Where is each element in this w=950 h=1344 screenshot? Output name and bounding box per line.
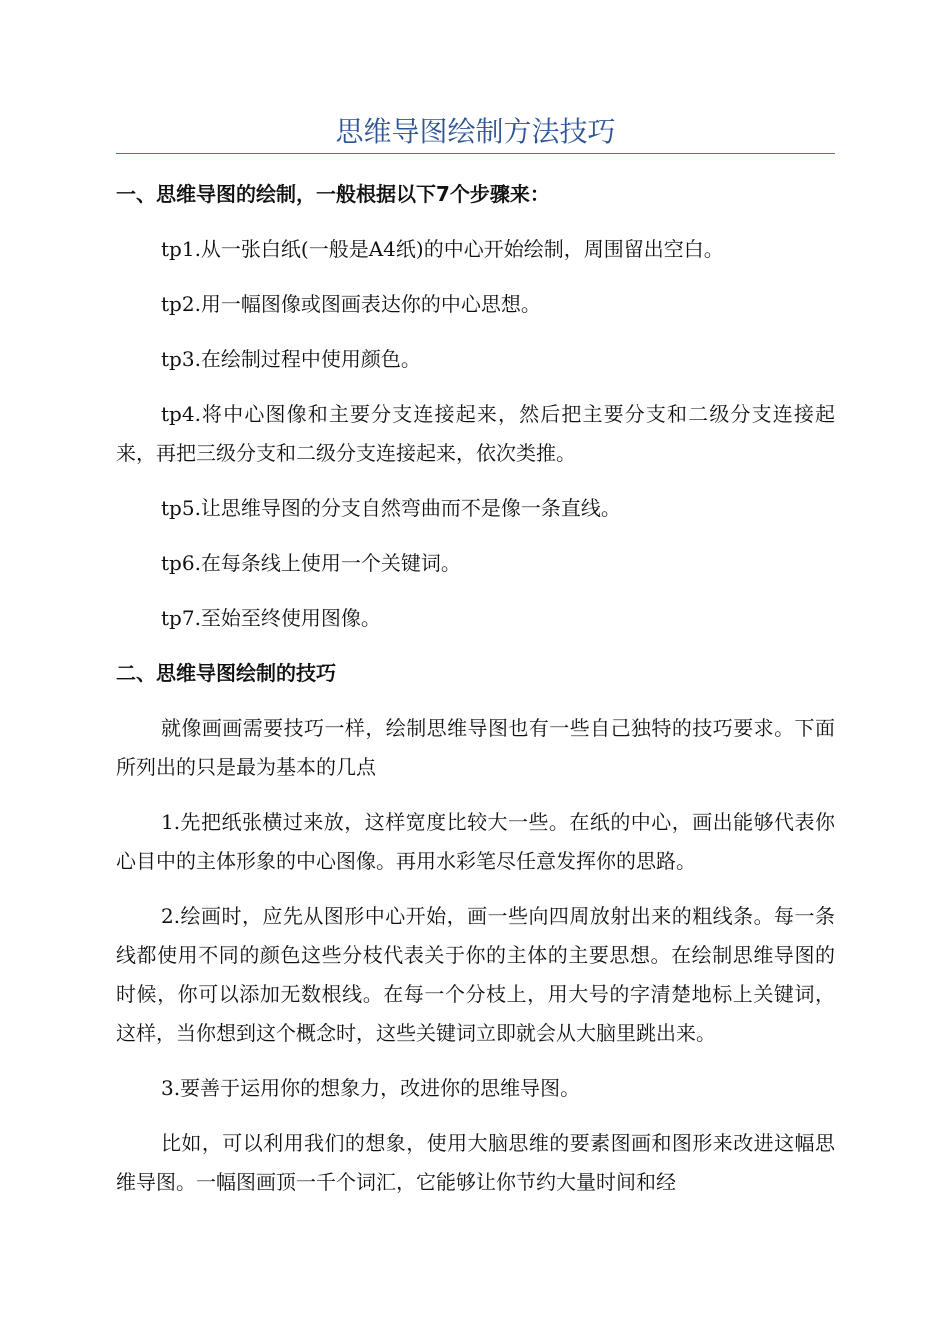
tip-3: 3.要善于运用你的想象力，改进你的思维导图。: [161, 1076, 581, 1100]
tip-1: 1.先把纸张横过来放，这样宽度比较大一些。在纸的中心，画出能够代表你心目中的主体形象的中心图像。再用水彩笔尽任意发挥你的思路。: [116, 810, 835, 873]
document-title: 思维导图绘制方法技巧: [335, 115, 616, 148]
title-underline: [116, 153, 835, 154]
step-5: tp5.让思维导图的分支自然弯曲而不是像一条直线。: [161, 496, 621, 520]
section-1-heading: 一、思维导图的绘制，一般根据以下7个步骤来：: [116, 182, 550, 206]
step-6: tp6.在每条线上使用一个关键词。: [161, 551, 461, 575]
step-4: tp4.将中心图像和主要分支连接起来，然后把主要分支和二级分支连接起来，再把三级分支和二级分支连接起来，依次类推。: [116, 402, 835, 465]
section-2-heading: 二、思维导图绘制的技巧: [116, 661, 336, 685]
step-2: tp2.用一幅图像或图画表达你的中心思想。: [161, 292, 541, 316]
document-body: [116, 175, 835, 1218]
step-7: tp7.至始至终使用图像。: [161, 606, 381, 630]
step-1: tp1.从一张白纸(一般是A4纸)的中心开始绘制，周围留出空白。: [161, 237, 724, 261]
step-3: tp3.在绘制过程中使用颜色。: [161, 347, 421, 371]
section-2-intro: 就像画画需要技巧一样，绘制思维导图也有一些自己独特的技巧要求。下面所列出的只是最为基本的几点: [116, 716, 835, 779]
tip-2: 2.绘画时，应先从图形中心开始，画一些向四周放射出来的粗线条。每一条线都使用不同的颜色这些分枝代表关于你的主体的主要思想。在绘制思维导图的时候，你可以添加无数根线。在每一个分枝上，用大号的字清楚地标上关键词，这样，当你想到这个概念时，这些关键词立即就会从大脑里跳出来。: [116, 904, 835, 1045]
tip-3-detail: 比如，可以利用我们的想象，使用大脑思维的要素图画和图形来改进这幅思维导图。一幅图画顶一千个词汇，它能够让你节约大量时间和经: [116, 1131, 835, 1194]
